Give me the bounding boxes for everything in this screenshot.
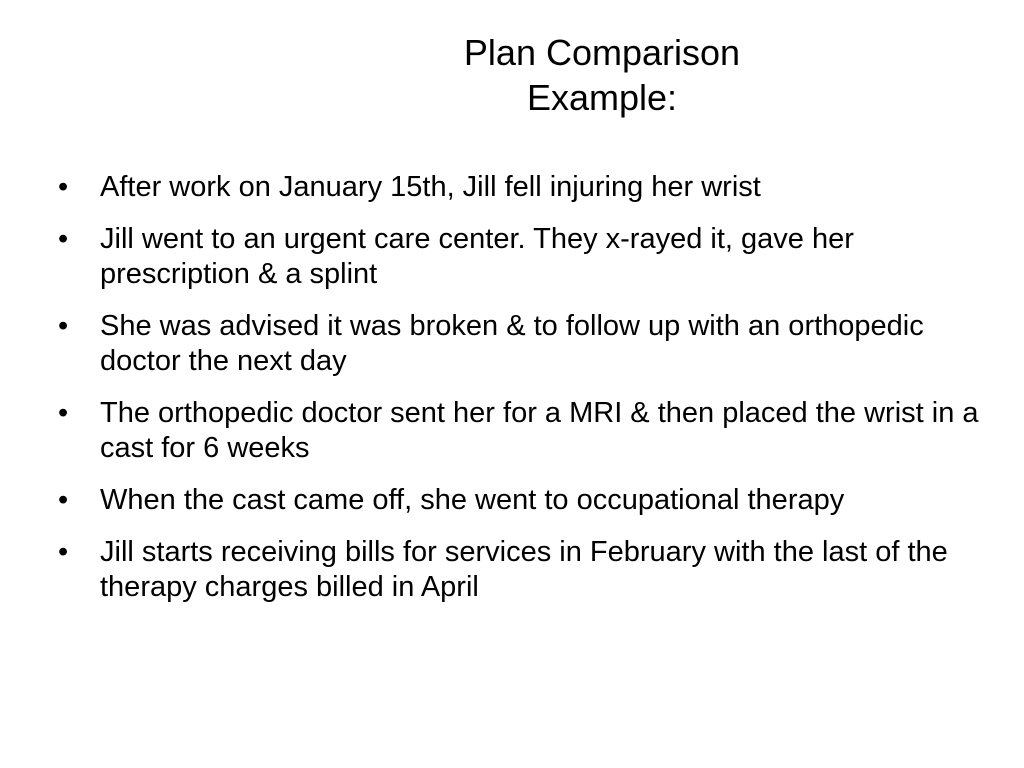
bullet-item-6 — [0, 535, 1000, 605]
bullet-item-1 — [0, 170, 1000, 205]
bullet-dot-icon: • — [58, 171, 69, 203]
bullet-text: After work on January 15th, Jill fell injuring her wrist — [100, 171, 761, 203]
bullet-dot-icon: • — [58, 223, 69, 255]
bullet-text: The orthopedic doctor sent her for a MRI & then placed the wrist in a cast for 6 weeks — [100, 397, 979, 464]
bullet-text: Jill went to an urgent care center. They x-rayed it, gave her prescription & a splint — [100, 223, 854, 290]
bullet-dot-icon: • — [58, 484, 69, 516]
slide-title-line-1: Plan Comparison — [463, 32, 741, 73]
bullet-text: She was advised it was broken & to follow up with an orthopedic doctor the next day — [100, 310, 924, 377]
slide-title-line-2: Example: — [526, 77, 678, 118]
bullet-item-5 — [0, 483, 1000, 518]
bullet-text: When the cast came off, she went to occupational therapy — [100, 484, 845, 516]
bullet-item-2 — [0, 222, 1000, 292]
bullet-item-3 — [0, 309, 1000, 379]
bullet-list — [0, 170, 1000, 622]
bullet-text: Jill starts receiving bills for services in February with the last of the therapy charges billed in April — [100, 536, 948, 603]
slide-title — [440, 30, 764, 120]
bullet-dot-icon: • — [58, 397, 69, 429]
bullet-dot-icon: • — [58, 310, 69, 342]
bullet-item-4 — [0, 396, 1000, 466]
bullet-dot-icon: • — [58, 536, 69, 568]
